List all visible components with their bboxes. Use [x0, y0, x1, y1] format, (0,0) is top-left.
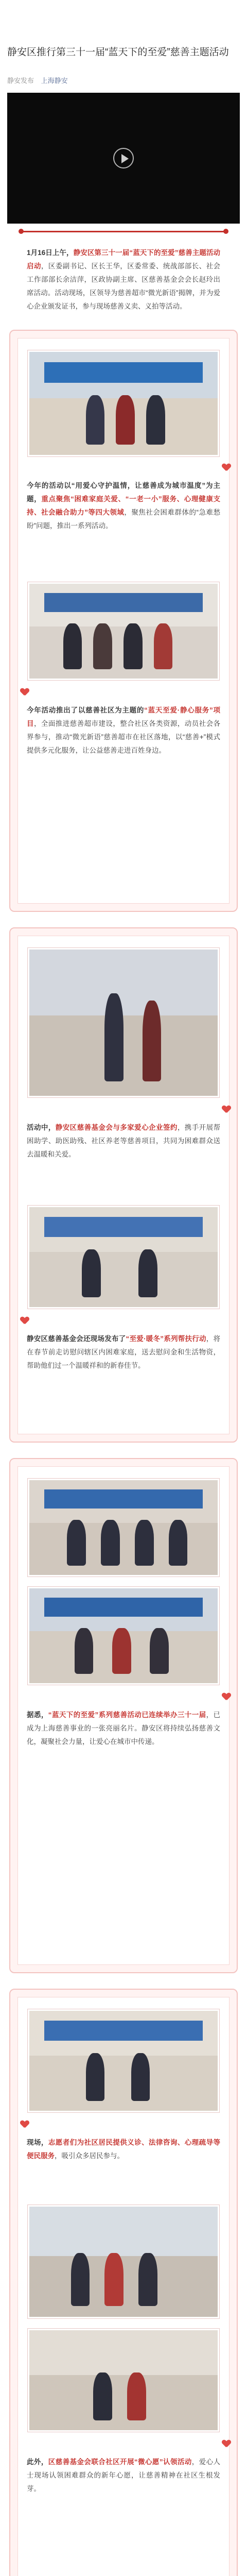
photo-ground: [29, 2375, 218, 2430]
event-photo: [28, 2205, 219, 2318]
photo-background: [29, 2330, 218, 2375]
heart-icon: [21, 688, 29, 696]
paragraph-lead: 1月16日上午，: [27, 249, 74, 257]
stage-banner: [44, 2021, 202, 2041]
paragraph-lead: 活动中，: [27, 1124, 56, 1131]
photo-background: [29, 2207, 218, 2256]
paragraph: [27, 479, 220, 533]
person-figure: [86, 2053, 105, 2101]
photo-ground: [29, 1015, 218, 1096]
event-photo: [28, 2329, 219, 2432]
paragraph-lead: 现场，: [27, 2139, 48, 2146]
person-figure: [104, 2253, 123, 2306]
event-photo: [28, 1479, 219, 1577]
paragraph-emphasis: 重点聚焦“困难家庭关爱、“一老一小”服务、心理健康支持、社会融合助力”等四大领域: [27, 495, 221, 516]
person-figure: [112, 1628, 131, 1673]
paragraph-text: ，已成为上海慈善事业的一张亮丽名片。静安区将持续弘扬慈善文化，凝聚社会力量，让爱心在城市中传递。: [27, 1711, 221, 1745]
paragraph-emphasis: 静安区第三十一届“蓝天下的至爱”慈善主题活动启动: [27, 249, 221, 270]
person-figure: [75, 1628, 94, 1673]
event-photo: [28, 582, 219, 680]
paragraph: [27, 1708, 220, 1749]
paragraph-text: ，吸引众多居民参与。: [55, 2152, 124, 2160]
stage-banner: [44, 1217, 202, 1237]
stage-banner: [44, 362, 202, 383]
person-figure: [93, 2372, 112, 2420]
heart-icon: [222, 2440, 231, 2447]
section-divider: [21, 231, 226, 238]
person-figure: [93, 623, 112, 669]
person-figure: [101, 1520, 120, 1565]
person-figure: [169, 1520, 188, 1565]
person-figure: [127, 2372, 146, 2420]
heart-icon: [21, 1317, 29, 1324]
photo-background: [29, 950, 218, 1015]
person-figure: [150, 1628, 169, 1673]
stage-banner: [44, 593, 202, 612]
photo-ground: [29, 1523, 218, 1575]
person-figure: [116, 395, 135, 445]
paragraph-lead: 今年的活动以“用爱心守护温情，让慈善成为城市温度”为主题，: [27, 482, 220, 503]
video-player[interactable]: [7, 93, 240, 224]
event-photo: [28, 1587, 219, 1685]
photo-ground: [29, 2256, 218, 2317]
photo-ground: [29, 1252, 218, 1307]
paragraph-text: ，爱心人士现场认领困难群众的新年心愿，让慈善精神在社区生根发芽。: [27, 2458, 221, 2493]
photo-ground: [29, 2056, 218, 2111]
paragraph: [27, 704, 220, 757]
heart-icon: [21, 2121, 29, 2128]
stage-banner: [44, 1598, 202, 1617]
account-link[interactable]: 上海静安: [41, 77, 68, 84]
dot-icon: [223, 229, 228, 234]
heart-icon: [222, 464, 231, 471]
paragraph-emphasis: 志愿者们为社区居民提供义诊、法律咨询、心理疏导等便民服务: [27, 2139, 221, 2160]
article-title: 静安区推行第三十一届“蓝天下的至爱”慈善主题活动: [7, 47, 229, 58]
person-figure: [154, 623, 173, 669]
event-photo: [28, 2009, 219, 2112]
person-figure: [71, 2253, 90, 2306]
paragraph: [27, 1332, 220, 1372]
person-figure: [86, 395, 105, 445]
paragraph-text: ，区委副书记、区长王华，区委常委、统战部部长、社会工作部部长余洁萍，区政协副主席、区慈善基金会会长赵玲出席活动。活动现场，区领导为慈善超市“微光新语”揭牌，并为爱心企业颁发证书，参与现场慈善义卖、义拍等活动。: [27, 262, 221, 310]
person-figure: [104, 993, 123, 1081]
article-meta: [7, 75, 68, 85]
paragraph-lead: 静安区慈善基金会还现场发布了: [27, 1335, 126, 1343]
person-figure: [131, 2053, 150, 2101]
heart-icon: [222, 1106, 231, 1113]
dot-icon: [19, 229, 24, 234]
article-author: 静安发布: [7, 77, 34, 84]
person-figure: [63, 623, 82, 669]
person-figure: [135, 1520, 154, 1565]
paragraph-text: ，携手开展帮困助学、助医助残、社区养老等慈善项目，共同为困难群众送去温暖和关爱。: [27, 1124, 221, 1158]
paragraph-text: ，聚焦社会困难群体的“急难愁盼”问题，推出一系列活动。: [27, 509, 221, 530]
person-figure: [146, 395, 165, 445]
paragraph-text: ，全面推进慈善超市建设，整合社区各类资源，动员社会各界参与，推动“微光新语”慈善超市在社区落地，以“慈善+”模式提供多元化服务，让公益慈善走进百姓身边。: [27, 720, 221, 754]
paragraph-lead: 今年活动推出了以慈善社区为主题的: [27, 706, 145, 714]
person-figure: [123, 623, 143, 669]
event-photo: [28, 350, 219, 456]
paragraph-emphasis: “蓝天下的至爱”系列慈善活动已连续举办三十一届: [48, 1711, 206, 1719]
person-figure: [138, 1249, 157, 1297]
person-figure: [67, 1520, 86, 1565]
paragraph-emphasis: 区慈善基金会联合社区开展“微心愿”认领活动: [48, 2458, 192, 2466]
paragraph-emphasis: 静安区慈善基金会与多家爱心企业签约: [55, 1124, 178, 1131]
person-figure: [143, 1001, 162, 1081]
paragraph: [27, 2136, 220, 2163]
event-photo: [28, 1206, 219, 1309]
paragraph-text: ，将在春节前走访慰问辖区内困难家庭，送去慰问金和生活物资，帮助他们过一个温暖祥和的新春佳节。: [27, 1335, 220, 1369]
paragraph: [27, 246, 220, 313]
paragraph-emphasis: “至爱·暖冬”系列帮扶行动: [126, 1335, 206, 1343]
paragraph-emphasis: “蓝天至爱·静心服务”项目: [27, 706, 221, 727]
event-photo: [28, 948, 219, 1097]
paragraph-lead: 此外，: [27, 2458, 48, 2466]
paragraph: [27, 1121, 220, 1161]
stage-banner: [44, 1489, 202, 1509]
heart-icon: [222, 1693, 231, 1700]
paragraph: [27, 2455, 220, 2496]
paragraph-lead: 据悉，: [27, 1711, 48, 1719]
person-figure: [82, 1249, 101, 1297]
play-icon[interactable]: [113, 148, 134, 168]
person-figure: [138, 2253, 157, 2306]
